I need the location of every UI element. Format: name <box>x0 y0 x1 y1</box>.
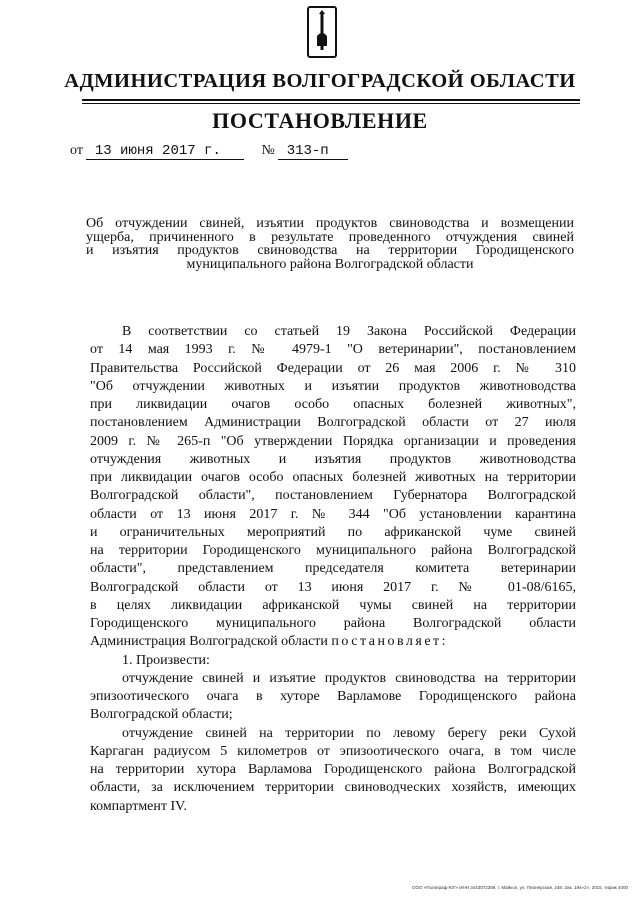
printer-imprint: ООО «Полиграф-ЮГ» ИНН 3443072389, г. Майкоп, ул. Пионерская, 248. Зак. 194«2», 2015, тираж 4000 <box>411 885 628 890</box>
body-line: на территории Городищенского муниципального района Волгоградской <box>90 543 576 558</box>
organization-title: АДМИНИСТРАЦИЯ ВОЛГОГРАДСКОЙ ОБЛАСТИ <box>64 70 576 92</box>
date-number-line <box>70 143 348 160</box>
item-line: отчуждение свиней и изъятие продуктов свиноводства на территории <box>122 670 576 686</box>
document-subject <box>86 217 574 271</box>
number-value: 313-п <box>278 144 348 160</box>
coat-of-arms-emblem <box>307 6 337 58</box>
body-line: области", представлением председателя комитета ветеринарии <box>90 561 576 577</box>
subject-line: и изъятия продуктов свиноводства на территории Городищенского <box>86 243 574 258</box>
body-line: постановлением Администрации Волгоградской области от 27 июля <box>90 415 576 431</box>
date-prefix: от <box>70 143 83 158</box>
decree-word: постановляет: <box>331 634 449 650</box>
item-line: отчуждение свиней на территории по левому берегу реки Сухой <box>122 725 576 741</box>
header-rule-thick <box>82 99 580 101</box>
body-line: Правительства Российской Федерации от 26 мая 2006 г. № 310 <box>90 360 576 376</box>
header-rule-thin <box>82 103 580 104</box>
body-line: Волгоградской области", постановлением Губернатора Волгоградской <box>90 488 576 504</box>
item-line: области, за исключением территории свиноводческих хозяйств, имеющих <box>90 780 576 796</box>
body-line-decree <box>90 633 576 651</box>
item-line: компартмент IV. <box>90 798 187 814</box>
body-line: "Об отчуждении животных и изъятии продуктов животноводства <box>90 378 576 394</box>
subject-line: муниципального района Волгоградской области <box>186 256 474 272</box>
number-prefix: № <box>261 143 275 158</box>
body-line: при ликвидации очагов особо опасных болезней животных", <box>90 397 576 412</box>
item-line: Волгоградской области; <box>90 707 233 723</box>
body-line: отчуждения животных и изъятия продуктов животноводства <box>90 451 576 467</box>
item-line: на территории хутора Варламова Городищенского района Волгоградской <box>90 762 576 777</box>
body-line: в целях ликвидации африканской чумы свиней на территории <box>90 597 576 613</box>
date-value: 13 июня 2017 г. <box>86 144 244 160</box>
body-line: 2009 г. № 265-п "Об утверждении Порядка организации и проведения <box>90 433 576 449</box>
body-line: Волгоградской области от 13 июня 2017 г. № 01-08/6165, <box>90 579 576 595</box>
document-body <box>90 323 576 816</box>
body-line: Городищенского муниципального района Волгоградской области <box>90 616 576 631</box>
body-line: и ограничительных мероприятий по африканской чуме свиней <box>90 524 576 540</box>
body-line: области от 13 июня 2017 г. № 344 "Об установлении карантина <box>90 506 576 522</box>
body-line: при ликвидации очагов особо опасных болезней животных на территории <box>90 470 576 485</box>
item-heading: 1. Произвести: <box>122 652 210 668</box>
body-line: В соответствии со статьей 19 Закона Российской Федерации <box>122 324 576 339</box>
subject-line: Об отчуждении свиней, изъятии продуктов свиноводства и возмещении <box>86 216 574 231</box>
subject-line: ущерба, причиненного в результате проведенного отчуждения свиней <box>86 229 574 245</box>
item-line: Каргаган радиусом 5 километров от эпизоотического очага, в том числе <box>90 743 576 759</box>
item-line: эпизоотического очага в хуторе Варламове Городищенского района <box>90 689 576 704</box>
document-type-title: ПОСТАНОВЛЕНИЕ <box>212 108 428 133</box>
body-line: Администрация Волгоградской области <box>90 634 328 650</box>
body-line: от 14 мая 1993 г. № 4979-1 "О ветеринарии", постановлением <box>90 342 576 358</box>
